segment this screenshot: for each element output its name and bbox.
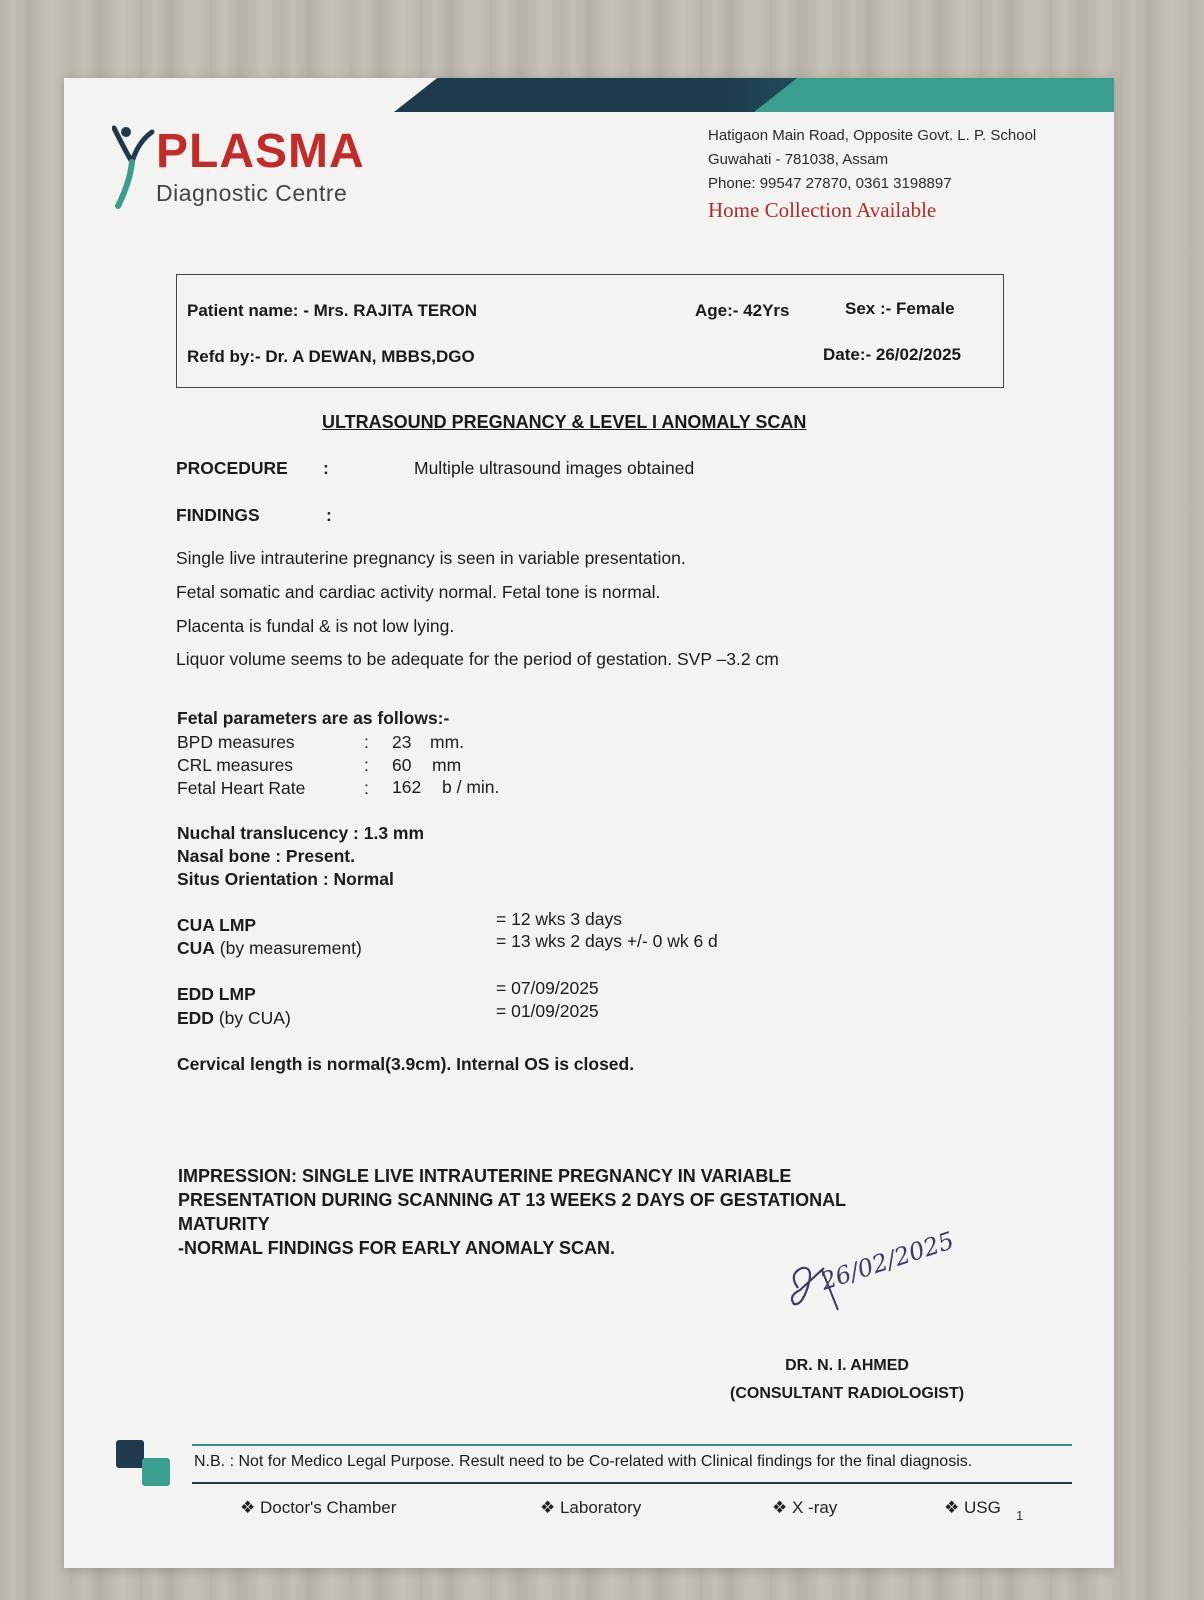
cua-lmp-value: = 12 wks 3 days xyxy=(496,909,622,929)
finding-line: Placenta is fundal & is not low lying. xyxy=(176,616,455,636)
impression-line: PRESENTATION DURING SCANNING AT 13 WEEKS 2 DAYS OF GESTATIONAL xyxy=(178,1190,847,1210)
service-doctors-chamber: ❖ Doctor's Chamber xyxy=(240,1498,397,1517)
param-label: Fetal Heart Rate xyxy=(177,778,306,798)
param-label: CRL measures xyxy=(177,755,294,775)
patient-info-box xyxy=(176,274,1004,388)
param-unit: mm xyxy=(432,755,462,775)
edd-lmp-value: = 07/09/2025 xyxy=(496,978,599,998)
param-label: BPD measures xyxy=(177,732,295,752)
patient-age: Age:- 42Yrs xyxy=(695,301,790,320)
param-colon: : xyxy=(364,732,369,752)
footer-disclaimer: N.B. : Not for Medico Legal Purpose. Result need to be Co-related with Clinical findings for the final diagnosis. xyxy=(194,1453,973,1470)
page-number: 1 xyxy=(1016,1508,1024,1523)
footer-rule-bottom xyxy=(192,1482,1072,1484)
home-collection-note: Home Collection Available xyxy=(708,198,937,222)
fetal-params-heading: Fetal parameters are as follows:- xyxy=(177,708,450,728)
header-band-accent xyxy=(754,78,1114,112)
situs-orientation: Situs Orientation : Normal xyxy=(177,869,394,889)
cua-measurement-value: = 13 wks 2 days +/- 0 wk 6 d xyxy=(496,931,718,951)
runner-figure-icon xyxy=(112,122,156,212)
findings-colon: : xyxy=(326,505,332,525)
clinic-subtitle: Diagnostic Centre xyxy=(156,180,348,206)
address-line-1: Hatigaon Main Road, Opposite Govt. L. P. School xyxy=(708,127,1037,144)
procedure-colon: : xyxy=(323,458,329,478)
param-unit: mm. xyxy=(430,732,465,752)
finding-line: Liquor volume seems to be adequate for the period of gestation. SVP –3.2 cm xyxy=(176,649,779,669)
report-date: Date:- 26/02/2025 xyxy=(823,345,961,364)
report-sheet xyxy=(64,78,1114,1568)
radiologist-block xyxy=(730,1352,964,1408)
patient-sex: Sex :- Female xyxy=(845,299,955,318)
footer-logo-square-teal xyxy=(142,1458,170,1486)
edd-label: EDD xyxy=(177,1008,214,1028)
impression-line: IMPRESSION: SINGLE LIVE INTRAUTERINE PREGNANCY IN VARIABLE xyxy=(178,1166,792,1186)
findings-label: FINDINGS xyxy=(176,505,260,525)
cua-measurement-label xyxy=(177,938,362,959)
clinic-phone: Phone: 99547 27870, 0361 3198897 xyxy=(708,175,952,192)
nuchal-translucency: Nuchal translucency : 1.3 mm xyxy=(177,823,425,843)
edd-cua-value: = 01/09/2025 xyxy=(496,1001,599,1021)
handwritten-signature xyxy=(784,1208,984,1333)
nasal-bone: Nasal bone : Present. xyxy=(177,846,355,866)
finding-line: Fetal somatic and cardiac activity normal. Fetal tone is normal. xyxy=(176,582,661,602)
diamond-bullet-icon: ❖ xyxy=(944,1498,964,1517)
cervical-length: Cervical length is normal(3.9cm). Internal OS is closed. xyxy=(177,1054,635,1074)
report-title: ULTRASOUND PREGNANCY & LEVEL I ANOMALY SCAN xyxy=(322,412,807,432)
impression-line: -NORMAL FINDINGS FOR EARLY ANOMALY SCAN. xyxy=(178,1238,616,1258)
param-colon: : xyxy=(364,778,369,798)
diamond-bullet-icon: ❖ xyxy=(540,1498,560,1517)
procedure-value: Multiple ultrasound images obtained xyxy=(414,458,695,478)
procedure-label: PROCEDURE xyxy=(176,458,288,478)
diamond-bullet-icon: ❖ xyxy=(772,1498,792,1517)
footer-rule-top xyxy=(192,1444,1072,1446)
referred-by: Refd by:- Dr. A DEWAN, MBBS,DGO xyxy=(187,347,475,366)
address-line-2: Guwahati - 781038, Assam xyxy=(708,151,889,168)
footer-logo-square-dark xyxy=(116,1440,144,1468)
diamond-bullet-icon: ❖ xyxy=(240,1498,260,1517)
clinic-logo xyxy=(112,122,412,212)
param-unit: b / min. xyxy=(442,777,500,797)
patient-name: Patient name: - Mrs. RAJITA TERON xyxy=(187,301,477,320)
param-colon: : xyxy=(364,755,369,775)
cua-lmp-label: CUA LMP xyxy=(177,915,257,935)
param-value: 60 xyxy=(392,755,412,775)
doctor-designation: (CONSULTANT RADIOLOGIST) xyxy=(730,1385,965,1402)
finding-line: Single live intrauterine pregnancy is seen in variable presentation. xyxy=(176,548,686,568)
service-usg: ❖ USG xyxy=(944,1498,1001,1517)
param-value: 23 xyxy=(392,732,412,752)
cua-label: CUA xyxy=(177,938,215,958)
edd-lmp-label: EDD LMP xyxy=(177,984,256,1004)
cua-label-detail: (by measurement) xyxy=(219,938,362,958)
edd-label-detail: (by CUA) xyxy=(218,1008,291,1028)
service-laboratory: ❖ Laboratory xyxy=(540,1498,642,1517)
doctor-name: DR. N. I. AHMED xyxy=(785,1357,909,1374)
edd-cua-label xyxy=(177,1008,291,1029)
impression-line: MATURITY xyxy=(178,1214,270,1234)
service-xray: ❖ X -ray xyxy=(772,1498,838,1517)
param-value: 162 xyxy=(392,777,422,797)
signature-date: 26/02/2025 xyxy=(817,1226,958,1296)
clinic-address xyxy=(708,124,1036,222)
clinic-name: PLASMA xyxy=(156,125,365,178)
